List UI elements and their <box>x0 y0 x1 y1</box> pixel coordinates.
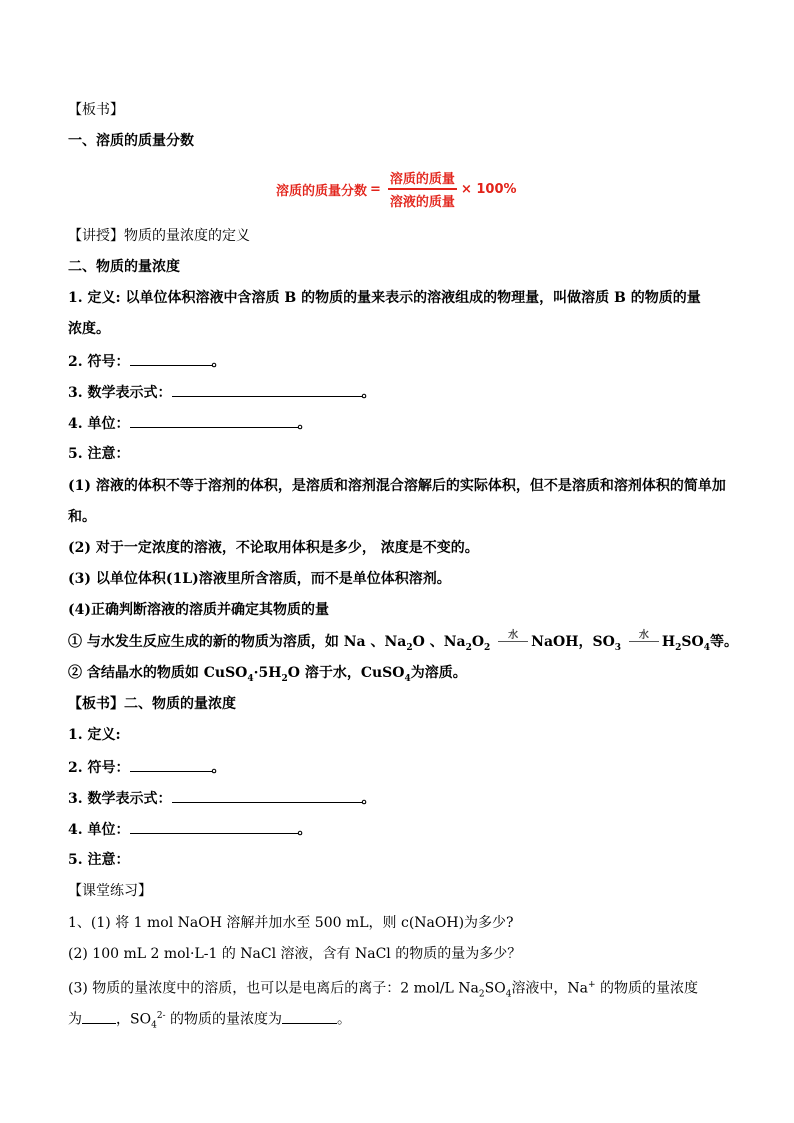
formula-eq: = <box>370 181 381 197</box>
definition-line-1: 1. 定义: 以单位体积溶液中含溶质 B 的物质的量来表示的溶液组成的物理量，叫做溶质 B 的物质的量 <box>68 290 701 306</box>
section2-heading: 二、物质的量浓度 <box>68 259 180 275</box>
board2-unit: 4. 单位： 。 <box>68 819 312 840</box>
symbol-line: 2. 符号： 。 <box>68 351 226 372</box>
formula-fraction <box>388 168 457 210</box>
board2-expression-blank[interactable] <box>172 788 362 803</box>
section1-heading: 一、溶质的质量分数 <box>68 133 194 149</box>
unit-line: 4. 单位： 。 <box>68 413 312 434</box>
board2-symbol: 2. 符号： 。 <box>68 757 226 778</box>
note1-line-1: (1) 溶液的体积不等于溶剂的体积，是溶质和溶剂混合溶解后的实际体积，但不是溶质和溶剂体积的简单加 <box>68 478 726 494</box>
definition-line-2: 浓度。 <box>68 321 110 337</box>
mass-fraction-formula <box>276 168 517 210</box>
case2-line: ② 含结晶水的物质如 $CuSO_4\cdot 5H_2O$ 溶于水，CuSO$_4$为溶质。 <box>68 665 467 684</box>
reaction-arrow-icon: 水 <box>629 632 659 648</box>
board2-note: 5. 注意： <box>68 852 130 868</box>
board-tag-1: 【板书】 <box>68 102 124 118</box>
reaction-arrow-icon: 水 <box>498 632 528 648</box>
note3: (3) 以单位体积(1L)溶液里所含溶质，而不是单位体积溶剂。 <box>68 571 451 587</box>
formula-lhs: 溶质的质量分数 <box>276 183 368 199</box>
practice-tag: 【课堂练习】 <box>68 883 152 899</box>
symbol-blank[interactable] <box>130 351 212 366</box>
expression-blank[interactable] <box>172 382 362 397</box>
case1-line: ① 与水发生反应生成的新的物质为溶质，如 Na 、$Na_2O$ 、$Na_2O_2$ 水 NaOH，$SO_3$ 水 $H_2SO_4$等。 <box>68 630 738 653</box>
note1-line-2: 和。 <box>68 509 96 525</box>
practice-q1: 1、(1) 将 1 mol NaOH 溶解并加水至 500 mL，则 c(NaOH)为多少? <box>68 915 514 931</box>
board2-heading: 【板书】二、物质的量浓度 <box>68 696 236 712</box>
expression-line: 3. 数学表示式： 。 <box>68 382 376 403</box>
formula-numerator: 溶质的质量 <box>388 168 457 190</box>
lecture-line: 【讲授】物质的量浓度的定义 <box>68 228 250 244</box>
note-label: 5. 注意： <box>68 446 130 462</box>
formula-times: × 100% <box>460 181 517 197</box>
practice-q3-line-1: (3) 物质的量浓度中的溶质，也可以是电离后的离子：2 mol/L $Na_2SO_4$溶液中，Na+ 的物质的量浓度 <box>68 980 699 1000</box>
unit-blank[interactable] <box>130 413 298 428</box>
board2-unit-blank[interactable] <box>130 819 298 834</box>
note2: (2) 对于一定浓度的溶液，不论取用体积是多少， 浓度是不变的。 <box>68 540 479 556</box>
so4-concentration-blank[interactable] <box>282 1009 337 1024</box>
board2-def: 1. 定义: <box>68 727 121 743</box>
na-concentration-blank[interactable] <box>82 1009 116 1024</box>
practice-q2: (2) 100 mL 2 mol·L-1 的 NaCl 溶液，含有 NaCl 的物质的量为多少？ <box>68 946 522 962</box>
note4: (4)正确判断溶液的溶质并确定其物质的量 <box>68 602 329 618</box>
board2-symbol-blank[interactable] <box>130 757 212 772</box>
formula-denominator: 溶液的质量 <box>389 195 455 210</box>
practice-q3-line-2: 为 ，$SO_4^{2-}$ 的物质的量浓度为 。 <box>68 1006 351 1035</box>
board2-expression: 3. 数学表示式： 。 <box>68 788 376 809</box>
